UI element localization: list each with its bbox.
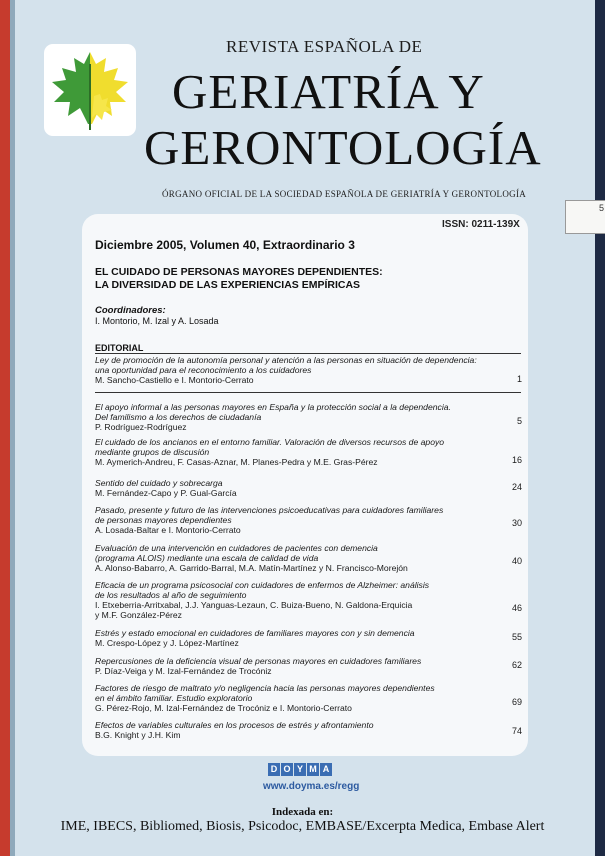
publisher-letter: Y: [294, 763, 306, 776]
publisher-letter: D: [268, 763, 280, 776]
toc-authors: P. Díaz-Veiga y M. Izal-Fernández de Trocóniz: [95, 666, 272, 676]
library-sticker: [565, 200, 605, 234]
issn-label: ISSN: 0211-139X: [442, 219, 520, 230]
spine-shadow: [10, 0, 15, 856]
journal-title-line1: GERIATRÍA Y: [172, 64, 485, 119]
toc-title: Estrés y estado emocional en cuidadores de familiares mayores con y sin demencia: [95, 628, 415, 638]
publisher-letter: A: [320, 763, 332, 776]
toc-title-cont: Del familismo a los derechos de ciudadanía: [95, 412, 262, 422]
indexing-list: IME, IBECS, Bibliomed, Biosis, Psicodoc, EMBASE/Excerpta Medica, Embase Alert: [60, 819, 545, 834]
toc-page: 69: [511, 697, 522, 707]
toc-title: Repercusiones de la deficiencia visual de personas mayores en cuidadores familiares: [95, 656, 422, 666]
issue-theme: [95, 266, 515, 292]
toc-entry[interactable]: [95, 355, 515, 385]
editorial-heading: EDITORIAL: [95, 343, 144, 353]
toc-authors: P. Rodríguez-Rodríguez: [95, 422, 187, 432]
toc-page: 55: [511, 632, 522, 642]
toc-entry[interactable]: [95, 402, 515, 432]
journal-logo: [44, 44, 136, 136]
leaf-logo-icon: [44, 44, 136, 136]
coordinators-heading: Coordinadores:: [95, 305, 166, 316]
official-organ-line: ÓRGANO OFICIAL DE LA SOCIEDAD ESPAÑOLA DE GERIATRÍA Y GERONTOLOGÍA: [162, 189, 527, 199]
publisher-letter: O: [281, 763, 293, 776]
toc-page: 16: [511, 455, 522, 465]
toc-page: 24: [511, 482, 522, 492]
toc-title: Efectos de variables culturales en los procesos de estrés y afrontamiento: [95, 720, 374, 730]
sticker-text: 5: [599, 203, 605, 213]
toc-entry[interactable]: [95, 720, 515, 740]
coordinators-names: I. Montorio, M. Izal y A. Losada: [95, 316, 219, 326]
toc-entry[interactable]: [95, 543, 515, 573]
toc-title: El apoyo informal a las personas mayores en España y la protección social a la dependencia.: [95, 402, 451, 412]
toc-title-cont: una oportunidad para el reconocimiento a los cuidadores: [95, 365, 312, 375]
toc-page: 30: [511, 518, 522, 528]
toc-page: 5: [516, 416, 522, 426]
toc-page: 40: [511, 556, 522, 566]
toc-title: Factores de riesgo de maltrato y/o negligencia hacia las personas mayores dependientes: [95, 683, 435, 693]
toc-entry[interactable]: [95, 437, 515, 467]
toc-authors: M. Sancho-Castiello e I. Montorio-Cerrato: [95, 375, 254, 385]
editorial-rule: [95, 353, 521, 354]
toc-page: 62: [511, 660, 522, 670]
toc-title: Sentido del cuidado y sobrecarga: [95, 478, 223, 488]
journal-subtitle: REVISTA ESPAÑOLA DE: [226, 37, 423, 56]
publisher-logo: [268, 763, 333, 776]
toc-page: 46: [511, 603, 522, 613]
toc-authors: M. Aymerich-Andreu, F. Casas-Aznar, M. Planes-Pedra y M.E. Gras-Pérez: [95, 457, 378, 467]
toc-page: 1: [516, 374, 522, 384]
toc-title: Ley de promoción de la autonomía personal y atención a las personas en situación de dependencia:: [95, 355, 477, 365]
theme-line1: EL CUIDADO DE PERSONAS MAYORES DEPENDIENTES:: [95, 266, 383, 278]
journal-title-line2: GERONTOLOGÍA: [144, 120, 542, 175]
toc-entry[interactable]: [95, 628, 515, 648]
toc-authors: M. Fernández-Capo y P. Gual-García: [95, 488, 237, 498]
toc-entry[interactable]: [95, 478, 515, 498]
issue-info: Diciembre 2005, Volumen 40, Extraordinario 3: [95, 238, 355, 252]
toc-entry[interactable]: [95, 580, 515, 620]
toc-title: Eficacia de un programa psicosocial con cuidadores de enfermos de Alzheimer: análisis: [95, 580, 430, 590]
toc-page: 74: [511, 726, 522, 736]
toc-entry[interactable]: [95, 656, 515, 676]
toc-title-cont: de personas mayores dependientes: [95, 515, 232, 525]
toc-entry[interactable]: [95, 505, 515, 535]
theme-line2: LA DIVERSIDAD DE LAS EXPERIENCIAS EMPÍRICAS: [95, 279, 361, 291]
toc-title-cont: (programa ALOIS) mediante una escala de calidad de vida: [95, 553, 319, 563]
toc-title: Evaluación de una intervención en cuidadores de pacientes con demencia: [95, 543, 378, 553]
toc-title-cont: en el ámbito familiar. Estudio exploratorio: [95, 693, 253, 703]
toc-authors: G. Pérez-Rojo, M. Izal-Fernández de Trocóniz e I. Montorio-Cerrato: [95, 703, 352, 713]
toc-authors-cont: y M.F. González-Pérez: [95, 610, 182, 620]
section-rule: [95, 392, 521, 393]
toc-title: Pasado, presente y futuro de las intervenciones psicoeducativas para cuidadores familiares: [95, 505, 444, 515]
red-spine-edge: [0, 0, 10, 856]
toc-title-cont: de los resultados al año de seguimiento: [95, 590, 247, 600]
toc-authors: M. Crespo-López y J. López-Martínez: [95, 638, 239, 648]
toc-title: El cuidado de los ancianos en el entorno familiar. Valoración de diversos recursos de apoyo: [95, 437, 445, 447]
binding-edge: [595, 0, 605, 856]
toc-entry[interactable]: [95, 683, 515, 713]
toc-authors: B.G. Knight y J.H. Kim: [95, 730, 181, 740]
toc-authors: I. Etxeberria-Arritxabal, J.J. Yanguas-Lezaun, C. Buiza-Bueno, N. Galdona-Erquicia: [95, 600, 413, 610]
publisher-letter: M: [307, 763, 319, 776]
toc-title-cont: mediante grupos de discusión: [95, 447, 210, 457]
toc-authors: A. Alonso-Babarro, A. Garrido-Barral, M.A. Matín-Martínez y N. Francisco-Morejón: [95, 563, 408, 573]
indexing-heading: Indexada en:: [271, 806, 334, 818]
publisher-url-link[interactable]: www.doyma.es/regg: [263, 781, 360, 792]
toc-authors: A. Losada-Baltar e I. Montorio-Cerrato: [95, 525, 241, 535]
